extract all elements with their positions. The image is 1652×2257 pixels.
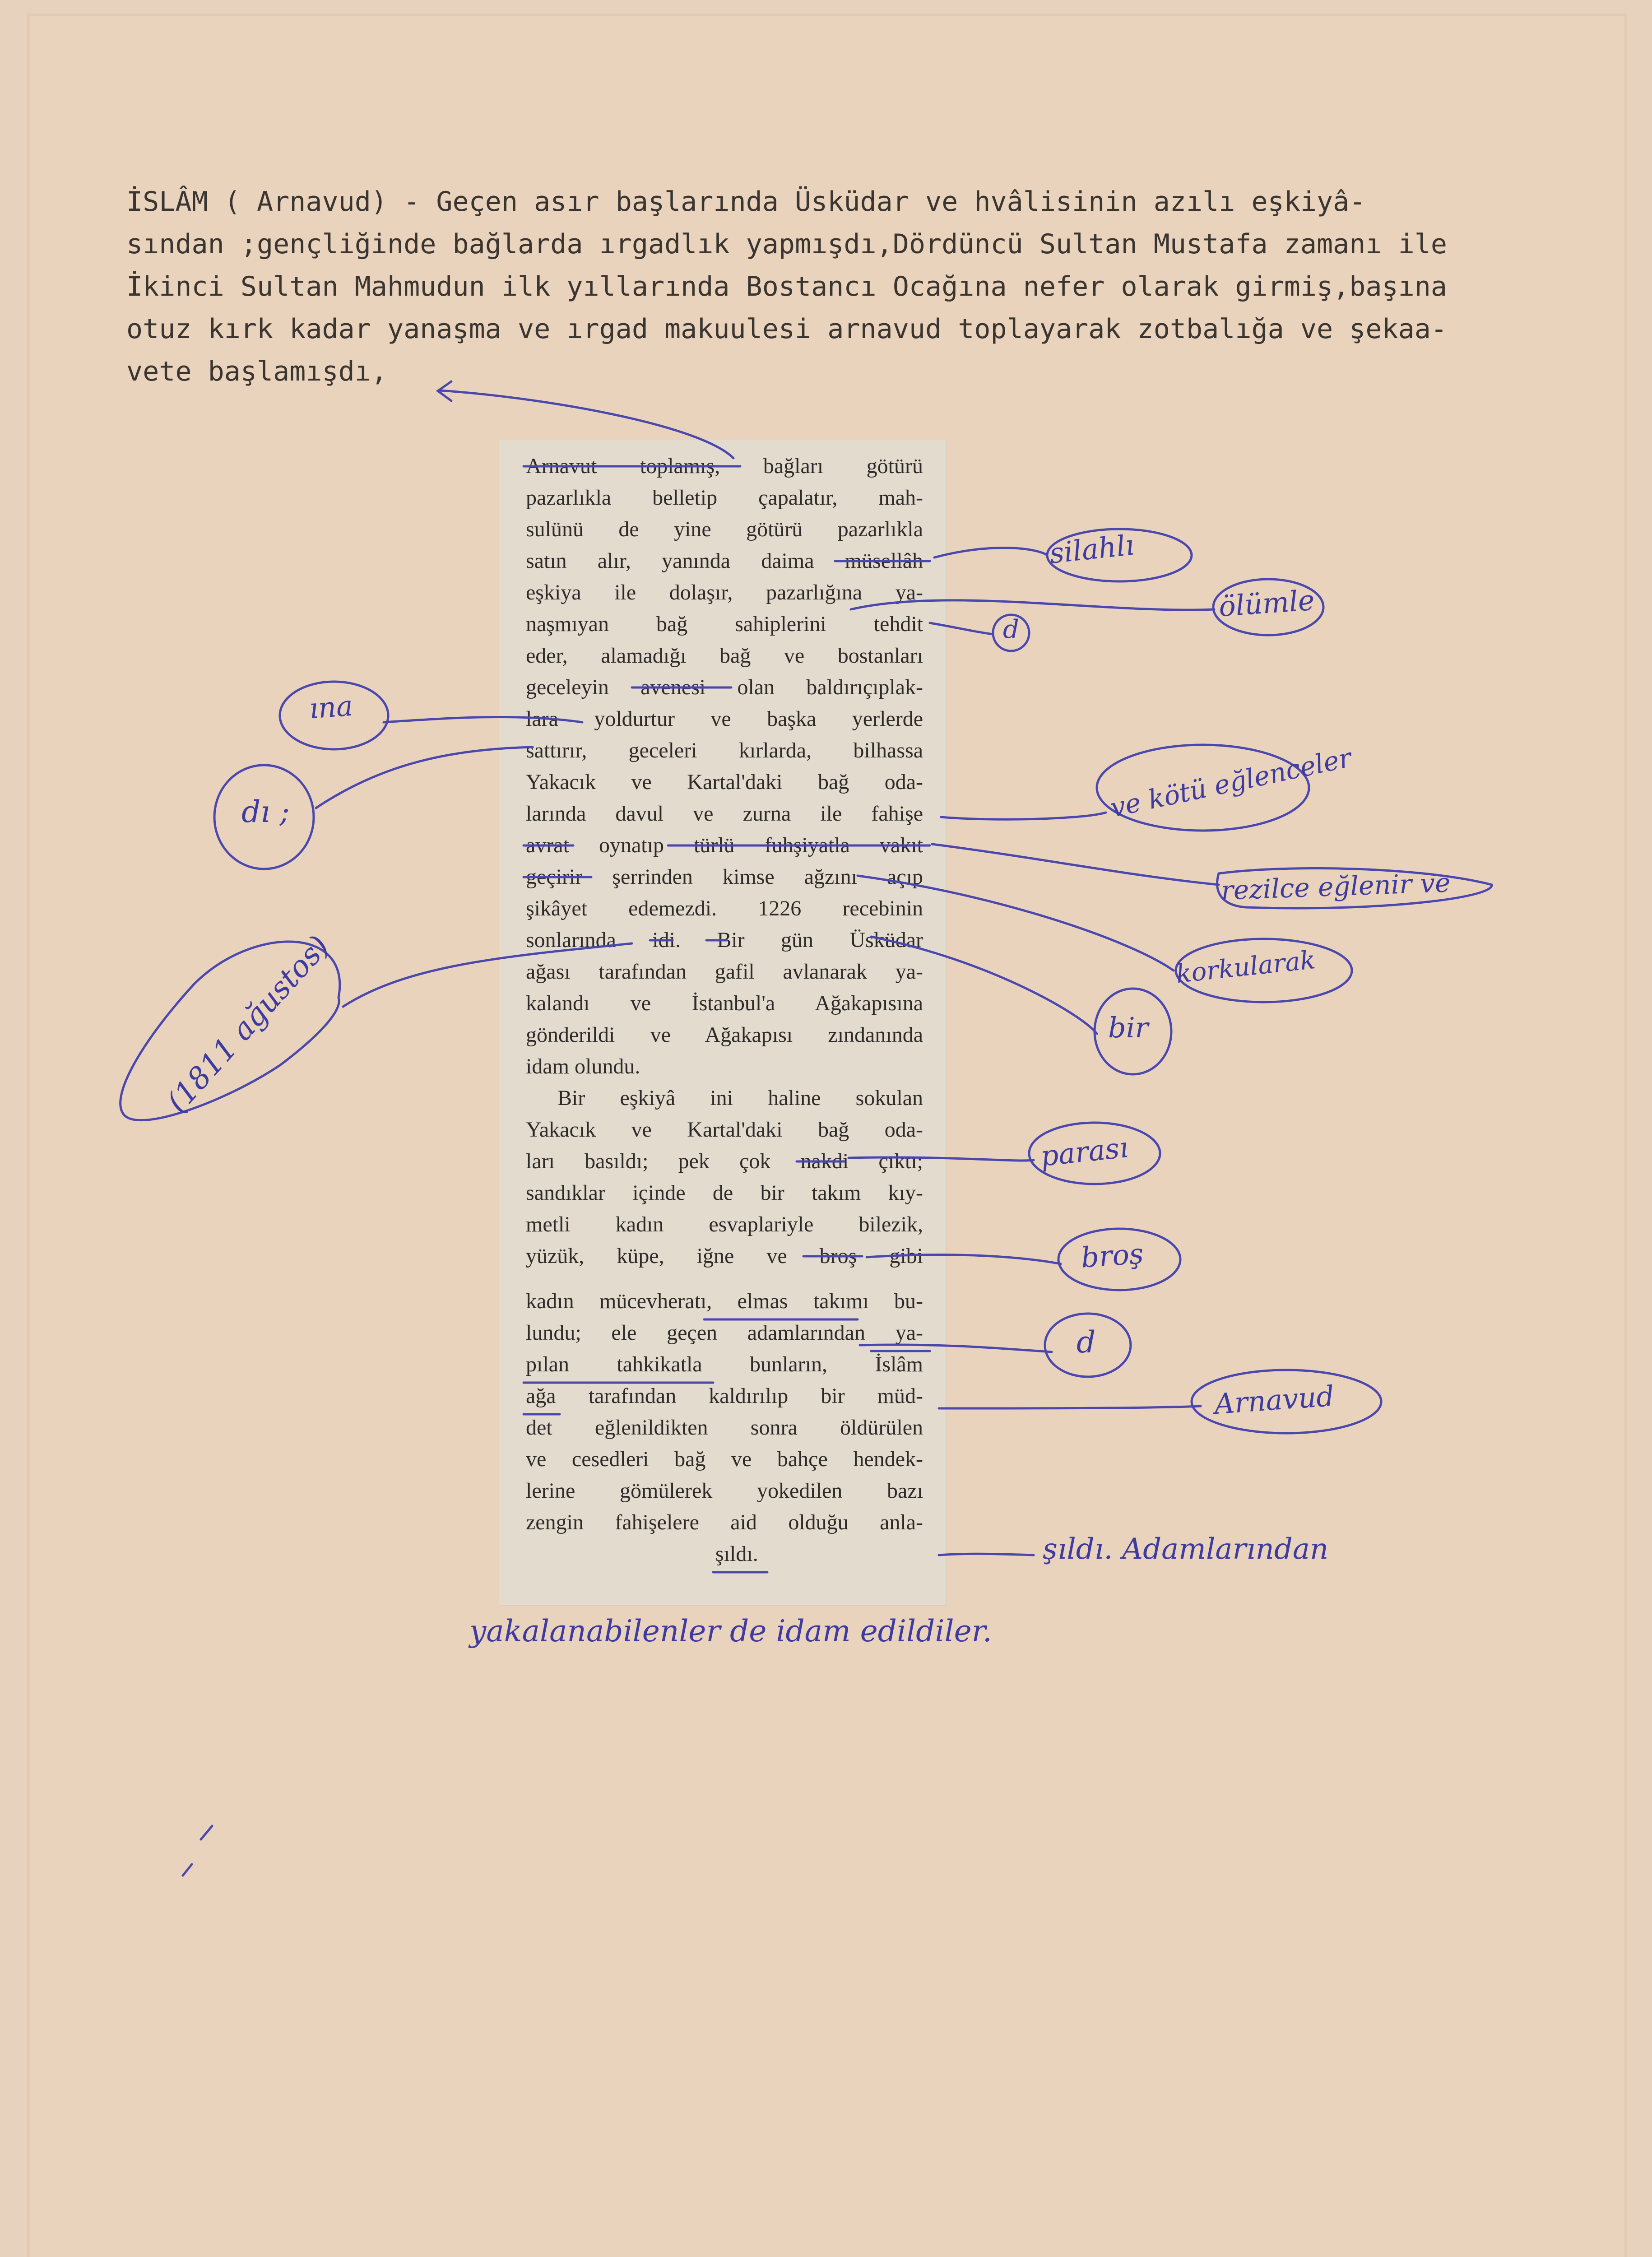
note-sildi-adamlarindan: şıldı. Adamlarından: [1043, 1533, 1329, 1566]
clip-line: ağa tarafından kaldırılıp bir müd-: [526, 1384, 923, 1408]
clip-line: eder, alamadığı bağ ve bostanları: [526, 644, 923, 668]
leader-line: [384, 717, 582, 722]
note-bir: bir: [1108, 1011, 1149, 1044]
clip-line: idam olundu.: [526, 1054, 640, 1078]
note-date: (1811 ağustos): [159, 929, 336, 1119]
clip-line: ları basıldı; pek çok nakdi çıktı;: [526, 1149, 923, 1173]
typed-line: İSLÂM ( Arnavud) - Geçen asır başlarında Üsküdar ve hvâlisinin azılı eşkiyâ-: [126, 186, 1366, 218]
clip-line: Yakacık ve Kartal'daki bağ oda-: [526, 1118, 923, 1142]
leader-line: [871, 937, 1097, 1034]
clip-line: gönderildi ve Ağakapısı zındanında: [526, 1023, 923, 1047]
typed-line: vete başlamışdı,: [126, 356, 387, 387]
clip-line: sattırır, geceleri kırlarda, bilhassa: [526, 738, 923, 762]
leader-line: [939, 1406, 1201, 1408]
clip-line: sandıklar içinde de bir takım kıy-: [526, 1181, 923, 1205]
note-d-2: d: [1077, 1325, 1096, 1360]
clip-line: lerine gömülerek yokedilen bazı: [526, 1479, 923, 1503]
leader-line: [930, 623, 993, 634]
clip-line: zengin fahişelere aid olduğu anla-: [526, 1510, 923, 1534]
leader-line: [316, 747, 533, 808]
note-silahli: silahlı: [1048, 528, 1136, 570]
note-ina: ına: [308, 689, 354, 725]
stray-mark: [183, 1826, 212, 1876]
clip-line: eşkiya ile dolaşır, pazarlığına ya-: [526, 581, 923, 604]
note-parasi: parası: [1039, 1131, 1130, 1173]
leader-line: [851, 600, 1214, 610]
clip-line: lundu; ele geçen adamlarından ya-: [526, 1321, 923, 1345]
clip-line: Arnavut toplamış, bağları götürü: [526, 454, 923, 478]
leader-line: [941, 813, 1106, 819]
leader-line: [934, 548, 1047, 557]
clip-line: lara yoldurtur ve başka yerlerde: [526, 707, 923, 731]
leader-line: [858, 876, 1174, 971]
clip-line: avrat oynatıp türlü fuhşiyatla vakıt: [526, 833, 923, 857]
clip-line: larında davul ve zurna ile fahişe: [526, 802, 923, 826]
clip-line: ağası tarafından gafil avlanarak ya-: [526, 960, 923, 984]
clip-line: det eğlenildikten sonra öldürülen: [526, 1416, 923, 1440]
note-yakalanabilenler: yakalanabilenler de idam edildiler.: [469, 1614, 992, 1649]
note-bros: broş: [1080, 1237, 1145, 1274]
typed-line: sından ;gençliğinde bağlarda ırgadlık yapmışdı,Dördüncü Sultan Mustafa zamanı ile: [126, 228, 1447, 260]
note-olumle: ölümle: [1217, 583, 1316, 623]
note-di: dı ;: [241, 794, 290, 829]
clip-line: pazarlıkla belletip çapalatır, mah-: [526, 486, 923, 510]
clip-line: metli kadın esvaplariyle bilezik,: [526, 1212, 923, 1236]
note-korkularak: korkularak: [1174, 945, 1317, 989]
clip-line: sonlarında idi. Bir gün Üsküdar: [526, 928, 923, 952]
clip-line: Bir eşkiyâ ini haline sokulan: [557, 1086, 923, 1110]
clip-line: Yakacık ve Kartal'daki bağ oda-: [526, 770, 923, 794]
leader-line: [867, 1255, 1061, 1264]
typed-line: İkinci Sultan Mahmudun ilk yıllarında Bostancı Ocağına nefer olarak girmiş,başına: [126, 271, 1447, 302]
clip-line: kalandı ve İstanbul'a Ağakapısına: [526, 991, 923, 1015]
leader-line: [849, 1157, 1034, 1161]
clip-line: geceleyin avenesi olan baldırıçıplak-: [526, 675, 923, 699]
clip-line: geçirir şerrinden kimse ağzını açıp: [526, 865, 923, 889]
clip-line: sulünü de yine götürü pazarlıkla: [526, 517, 923, 541]
note-arnavud: Arnavud: [1213, 1379, 1336, 1421]
clip-line: şıldı.: [715, 1542, 758, 1566]
typed-line: otuz kırk kadar yanaşma ve ırgad makuulesi arnavud toplayarak zotbalığa ve şekaa-: [126, 313, 1447, 345]
leader-line: [932, 844, 1219, 885]
note-rezilce: rezilce eğlenir ve: [1220, 867, 1451, 906]
clip-line: ve cesedleri bağ ve bahçe hendek-: [526, 1447, 923, 1471]
leader-line: [939, 1554, 1034, 1555]
clip-line: satın alır, yanında daima müsellâh: [526, 549, 923, 573]
clip-line: naşmıyan bağ sahiplerini tehdit: [526, 612, 923, 636]
arrow-line: [440, 390, 733, 458]
note-d: d: [1003, 615, 1019, 644]
clip-line: şikâyet edemezdi. 1226 recebinin: [526, 896, 923, 920]
note-kotu-eglenceler: ve kötü eğlenceler: [1107, 742, 1354, 823]
clip-line: pılan tahkikatla bunların, İslâm: [526, 1352, 923, 1376]
clip-line: yüzük, küpe, iğne ve broş gibi: [526, 1244, 923, 1268]
leader-line: [343, 943, 632, 1007]
clip-line: kadın mücevheratı, elmas takımı bu-: [526, 1289, 923, 1313]
